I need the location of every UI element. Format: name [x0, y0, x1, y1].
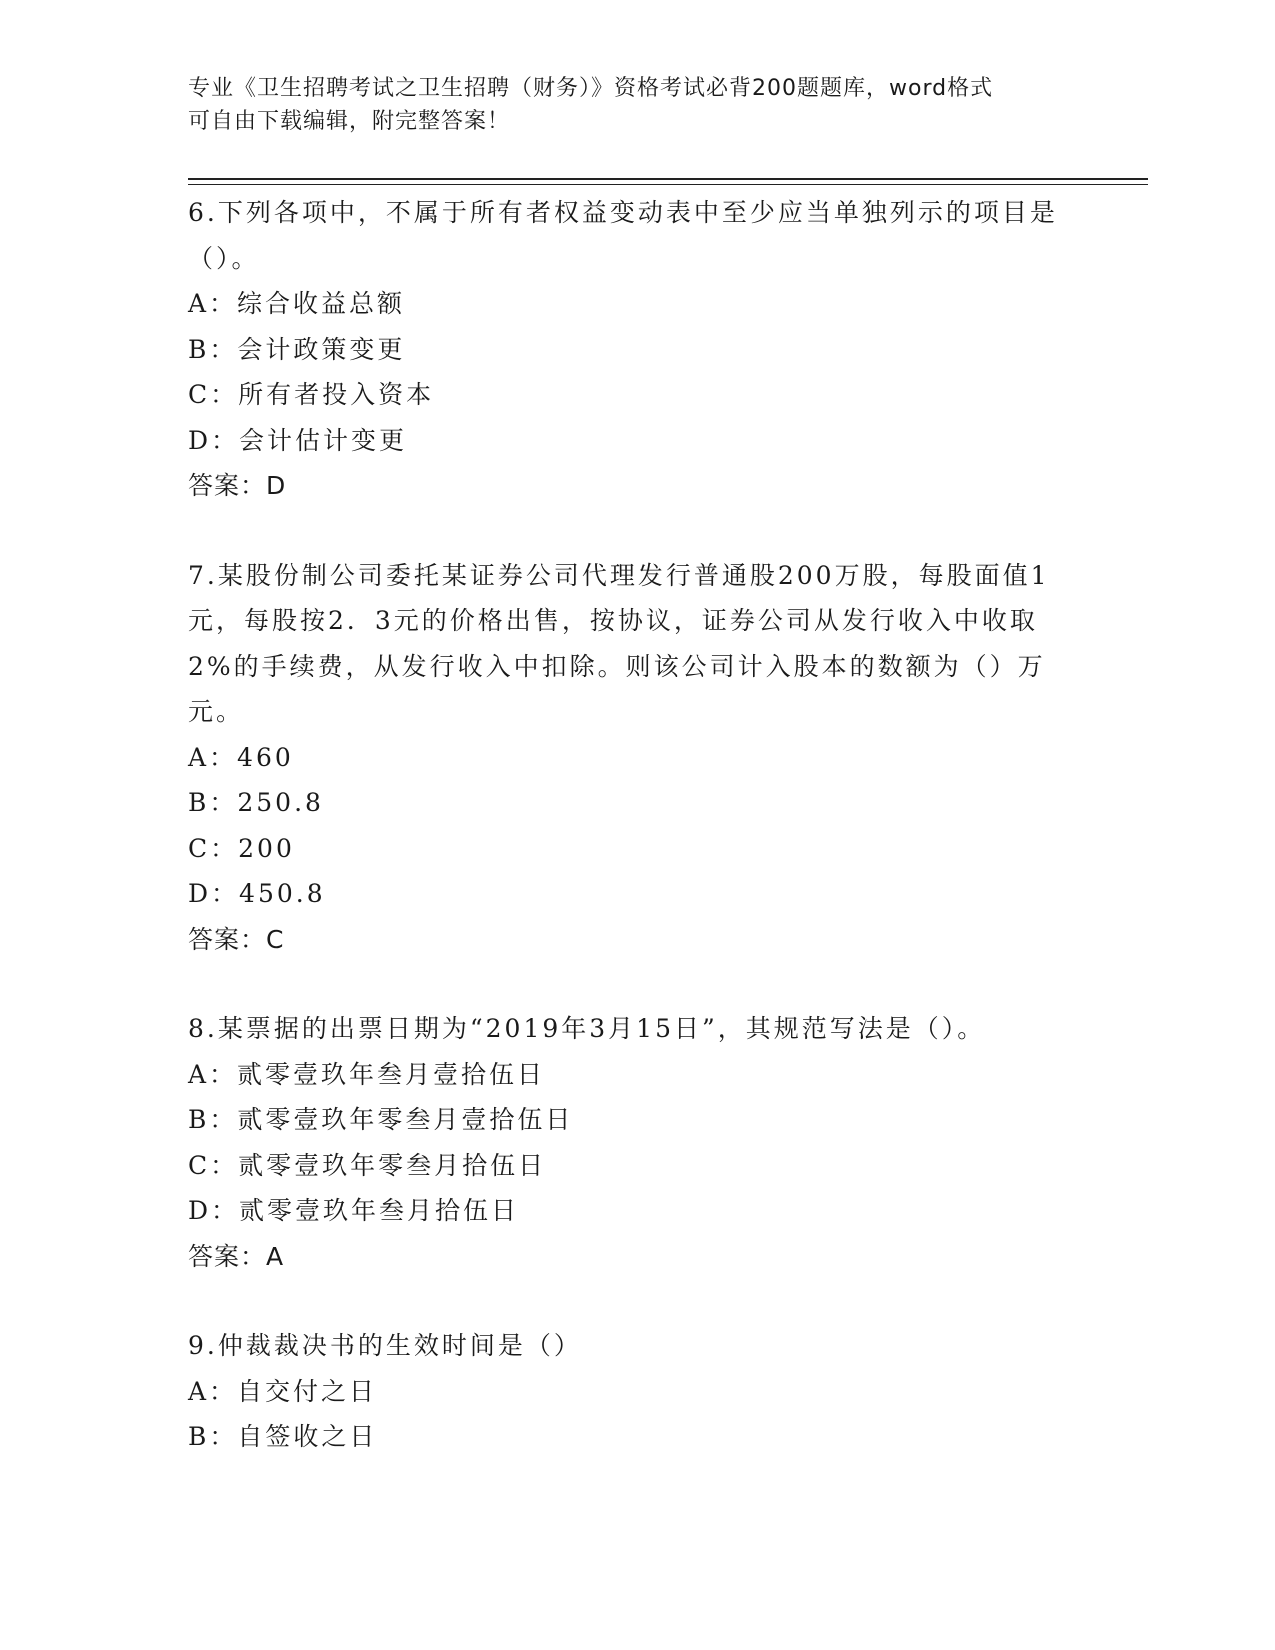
header-divider-thick [188, 178, 1148, 180]
option-c: C：贰零壹玖年零叁月拾伍日 [188, 1150, 547, 1180]
option-b: B：250.8 [188, 788, 324, 817]
question-9 [188, 1323, 1068, 1460]
document-header [188, 72, 1068, 138]
option-a: A：自交付之日 [188, 1376, 378, 1406]
option-b: B：贰零壹玖年零叁月壹拾伍日 [188, 1105, 574, 1134]
answer-label: 答案：D [188, 471, 287, 500]
option-d: D：450.8 [188, 879, 326, 908]
answer-label: 答案：C [188, 924, 285, 954]
answer-label: 答案：A [188, 1241, 285, 1271]
question-list [188, 190, 1068, 1504]
question-7 [188, 553, 1068, 963]
question-stem: 9.仲裁裁决书的生效时间是（） [188, 1331, 582, 1360]
header-line-1: 专业《卫生招聘考试之卫生招聘（财务）》资格考试必背200题题库，word格式 [188, 76, 994, 101]
option-c: C：200 [188, 833, 295, 863]
question-8 [188, 1006, 1068, 1279]
option-a: A：贰零壹玖年叁月壹拾伍日 [188, 1059, 546, 1089]
header-divider-thin [188, 184, 1148, 185]
option-d: D：贰零壹玖年叁月拾伍日 [188, 1196, 520, 1225]
question-stem: 6.下列各项中，不属于所有者权益变动表中至少应当单独列示的项目是（）。 [188, 198, 1058, 273]
question-stem: 7.某股份制公司委托某证券公司代理发行普通股200万股，每股面值1元，每股按2．3元的价格出售，按协议，证券公司从发行收入中收取2%的手续费，从发行收入中扣除。则该公司计入股本的数额为（）万元。 [188, 560, 1050, 726]
option-c: C：所有者投入资本 [188, 380, 435, 409]
question-stem: 8.某票据的出票日期为“2019年3月15日”，其规范写法是（）。 [188, 1014, 986, 1043]
question-6 [188, 190, 1068, 509]
option-a: A：综合收益总额 [188, 289, 406, 318]
option-b: B：自签收之日 [188, 1422, 378, 1451]
option-b: B：会计政策变更 [188, 334, 406, 364]
option-d: D：会计估计变更 [188, 425, 408, 455]
header-line-2: 可自由下载编辑，附完整答案！ [188, 109, 511, 134]
option-a: A：460 [188, 742, 294, 772]
